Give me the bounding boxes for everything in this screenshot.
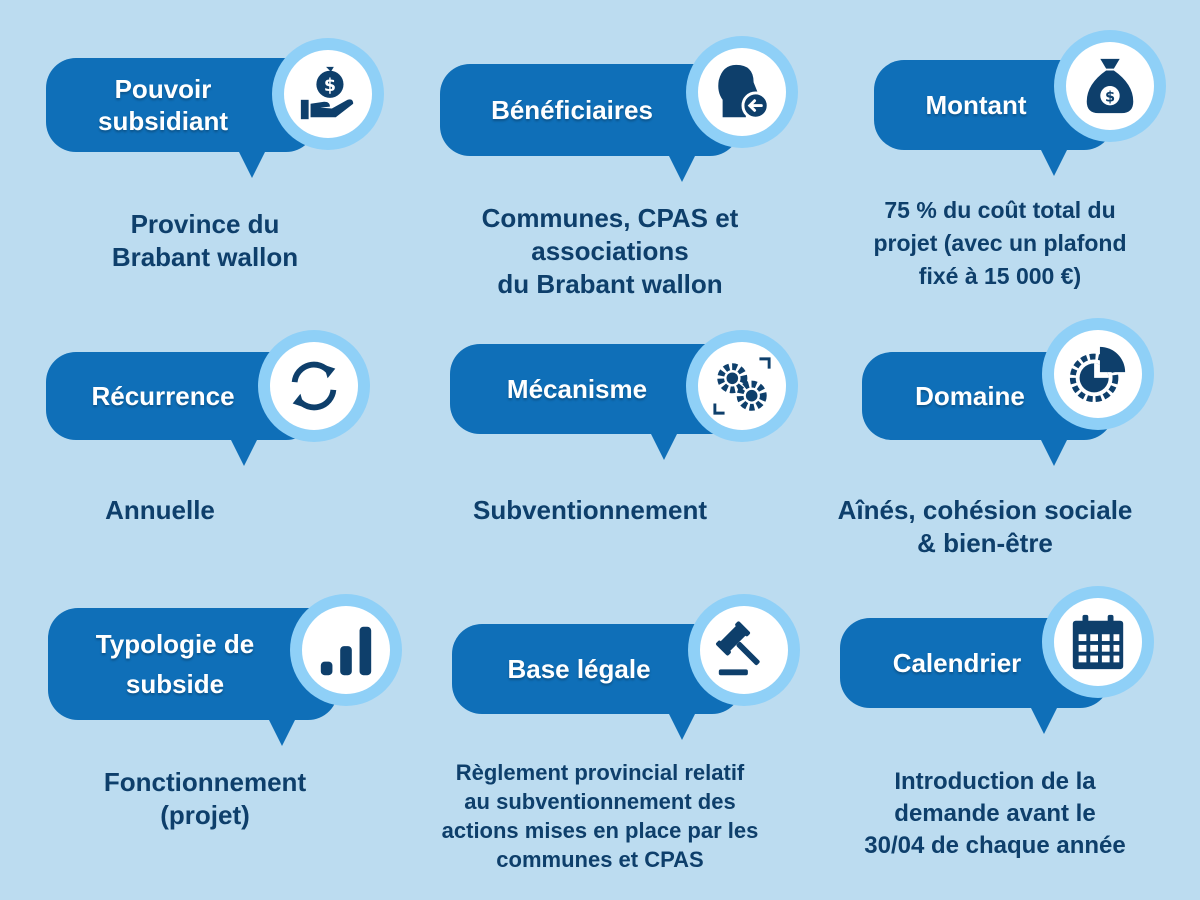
- card-pouvoir-subsidiant: [0, 0, 400, 300]
- calendar-icon: [1067, 611, 1129, 673]
- card-title: Domaine: [915, 381, 1025, 411]
- icon-ring: [1054, 30, 1166, 142]
- card-title: Récurrence: [91, 381, 235, 411]
- icon-disc: [284, 50, 372, 138]
- icon-disc: [1054, 330, 1142, 418]
- card-typologie: [0, 600, 400, 900]
- money-bag-icon: [1079, 55, 1141, 117]
- icon-ring: [686, 36, 798, 148]
- icon-ring: [1042, 318, 1154, 430]
- bubble-tail: [668, 154, 696, 182]
- card-title: Base légale: [507, 654, 651, 684]
- card-recurrence: [0, 300, 400, 600]
- bubble-tail: [1030, 706, 1058, 734]
- gavel-icon: [713, 619, 775, 681]
- card-base-legale: [400, 600, 800, 900]
- gear-pie-icon: [1067, 343, 1129, 405]
- card-value: Fonctionnement (projet): [103, 767, 307, 830]
- card-montant: [800, 0, 1200, 300]
- icon-ring: [290, 594, 402, 706]
- icon-disc: [270, 342, 358, 430]
- bubble-tail: [1040, 438, 1068, 466]
- icon-disc: [698, 48, 786, 136]
- card-title: Pouvoir subsidiant: [97, 74, 228, 136]
- bubble-tail: [268, 718, 296, 746]
- refresh-icon: [283, 355, 345, 417]
- card-title: Mécanisme: [506, 374, 648, 404]
- card-domaine: [800, 300, 1200, 600]
- person-arrow-icon: [711, 61, 773, 123]
- card-value: Province du Brabant wallon: [111, 209, 299, 272]
- svg-text:$: $: [1104, 89, 1116, 106]
- card-value: Communes, CPAS et associations du Brabant wallon: [481, 203, 739, 299]
- icon-disc: [1066, 42, 1154, 130]
- icon-ring: [688, 594, 800, 706]
- icon-ring: [1042, 586, 1154, 698]
- icon-ring: [686, 330, 798, 442]
- bar-chart-icon: [315, 619, 377, 681]
- icon-ring: [258, 330, 370, 442]
- bubble-tail: [650, 432, 678, 460]
- icon-disc: [700, 606, 788, 694]
- svg-text:$: $: [323, 76, 336, 97]
- gears-icon: [711, 355, 773, 417]
- bubble-tail: [230, 438, 258, 466]
- card-mecanisme: [400, 300, 800, 600]
- card-value: Annuelle: [105, 495, 215, 525]
- card-beneficiaires: [400, 0, 800, 300]
- card-title: Bénéficiaires: [491, 95, 653, 125]
- icon-disc: [302, 606, 390, 694]
- card-value: 75 % du coût total du projet (avec un plafond fixé à 15 000 €): [873, 197, 1127, 289]
- card-title: Typologie de subside: [95, 629, 255, 699]
- bubble-tail: [1040, 148, 1068, 176]
- card-value: Aînés, cohésion sociale & bien-être: [837, 495, 1133, 558]
- icon-ring: [272, 38, 384, 150]
- money-hand-icon: [297, 63, 359, 125]
- card-calendrier: [800, 600, 1200, 900]
- icon-disc: [1054, 598, 1142, 686]
- card-value: Subventionnement: [472, 495, 707, 525]
- card-value: Introduction de la demande avant le 30/04 de chaque année: [864, 768, 1126, 859]
- card-title: Montant: [925, 90, 1027, 120]
- card-value: Règlement provincial relatif au subventionnement des actions mises en place par les communes et CPAS: [441, 760, 759, 872]
- card-title: Calendrier: [892, 648, 1022, 678]
- bubble-tail: [668, 712, 696, 740]
- bubble-tail: [238, 150, 266, 178]
- icon-disc: [698, 342, 786, 430]
